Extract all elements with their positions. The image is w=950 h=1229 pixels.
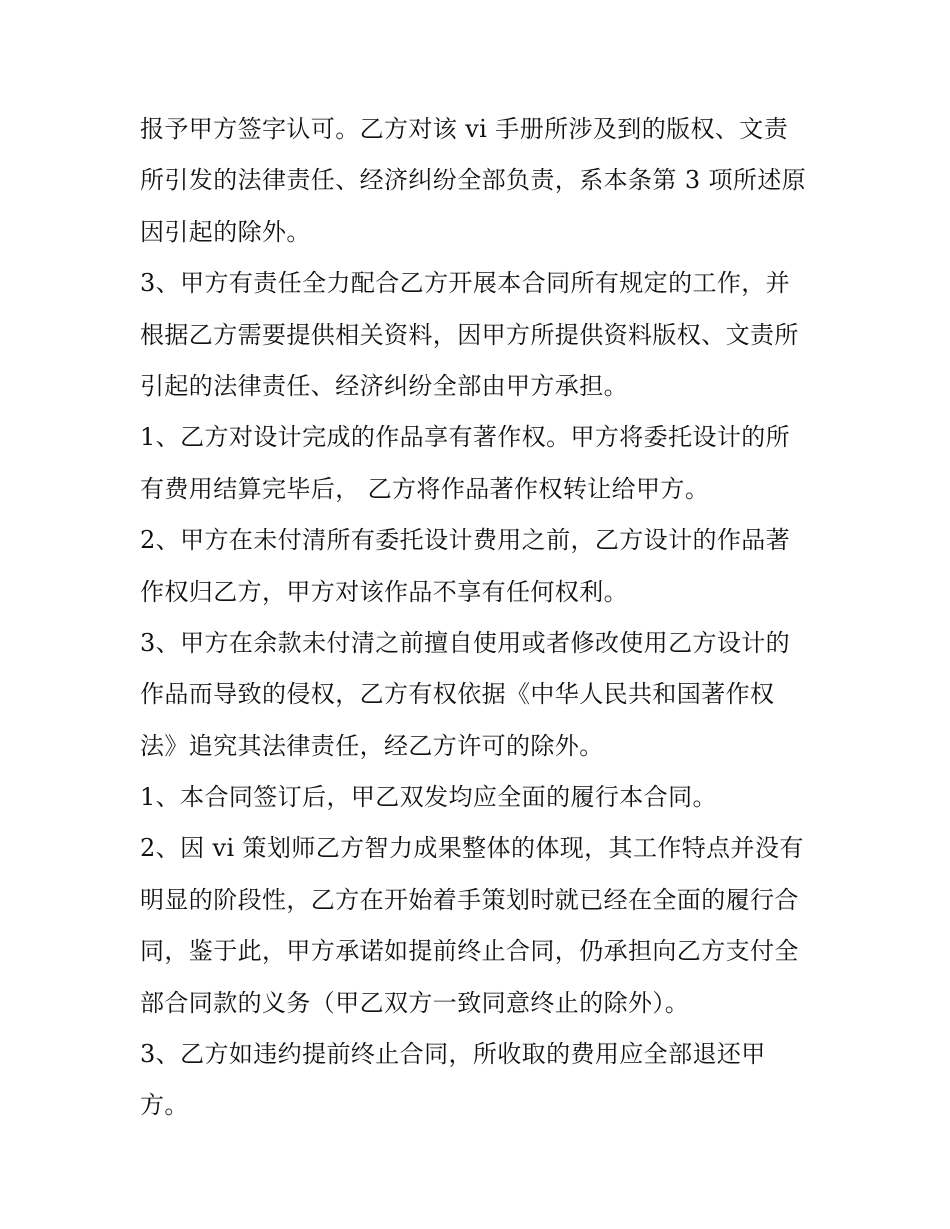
text-line: 3、乙方如违约提前终止合同，所收取的费用应全部退还甲 (140, 1040, 766, 1069)
text-line: 报予甲方签字认可。乙方对该 vi 手册所涉及到的版权、文责 (140, 115, 789, 143)
text-line: 法》追究其法律责任，经乙方许可的除外。 (140, 731, 604, 760)
text-line: 方。 (140, 1091, 189, 1120)
text-line: 部合同款的义务（甲乙双方一致同意终止的除外）。 (140, 988, 690, 1017)
text-line: 3、甲方有责任全力配合乙方开展本合同所有规定的工作，并 (140, 269, 791, 298)
text-line: 明显的阶段性，乙方在开始着手策划时就已经在全面的履行合 (140, 885, 799, 914)
text-line: 1、本合同签订后，甲乙双发均应全面的履行本合同。 (140, 783, 717, 812)
text-line: 1、乙方对设计完成的作品享有著作权。甲方将委托设计的所 (140, 423, 791, 452)
text-line: 所引发的法律责任、经济纠纷全部负责，系本条第 3 项所述原 (140, 166, 807, 195)
text-line: 引起的法律责任、经济纠纷全部由甲方承担。 (140, 371, 628, 400)
text-line: 2、因 vi 策划师乙方智力成果整体的体现，其工作特点并没有 (140, 834, 804, 863)
text-line: 2、甲方在未付清所有委托设计费用之前，乙方设计的作品著 (140, 526, 791, 555)
text-line: 因引起的除外。 (140, 217, 311, 246)
text-line: 作品而导致的侵权，乙方有权依据《中华人民共和国著作权 (140, 680, 775, 709)
text-line: 3、甲方在余款未付清之前擅自使用或者修改使用乙方设计的 (140, 628, 791, 657)
text-line: 有费用结算完毕后， 乙方将作品著作权转让给甲方。 (140, 474, 710, 503)
text-line: 作权归乙方，甲方对该作品不享有任何权利。 (140, 577, 628, 606)
text-line: 根据乙方需要提供相关资料，因甲方所提供资料版权、文责所 (140, 320, 799, 349)
document-body-text (140, 104, 830, 1132)
text-line: 同，鉴于此，甲方承诺如提前终止合同，仍承担向乙方支付全 (140, 937, 799, 966)
